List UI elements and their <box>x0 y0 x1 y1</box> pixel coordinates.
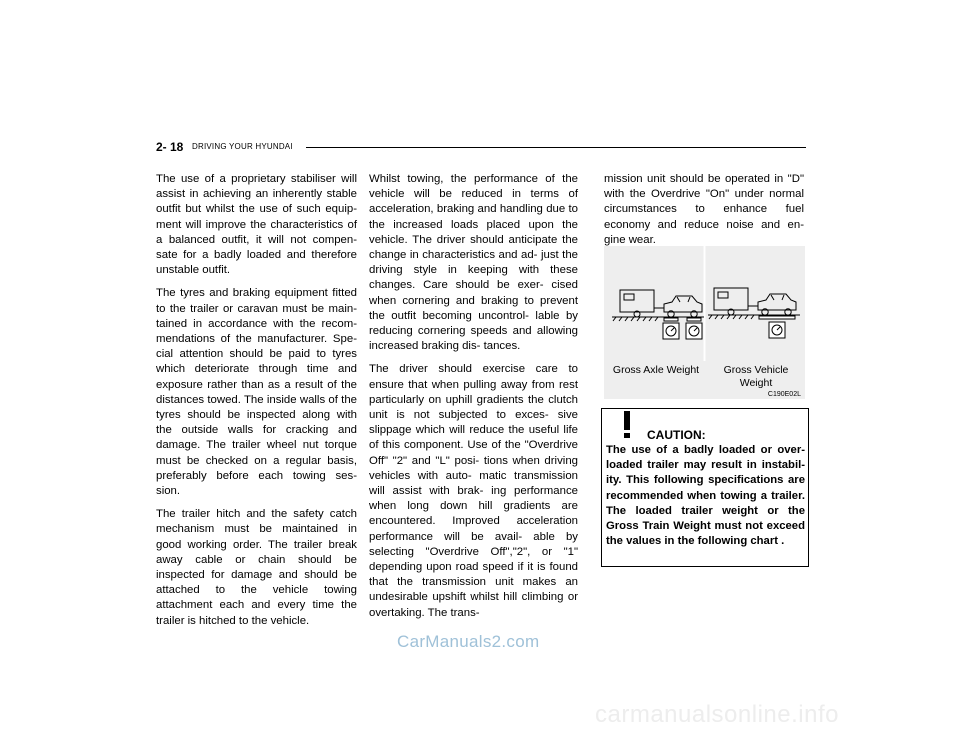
caution-box <box>601 408 809 567</box>
page-header <box>156 140 806 156</box>
gross-axle-weight-label: Gross Axle Weight <box>612 364 700 376</box>
right-car-drawing <box>758 294 796 315</box>
towing-illustration <box>604 246 805 361</box>
header-rule <box>306 147 806 148</box>
figure-code: C190E02L <box>767 391 801 398</box>
text-column-1 <box>156 172 357 637</box>
watermark-top: CarManuals2.com <box>397 632 540 651</box>
paragraph: Whilst towing, the performance of the vehicle will be reduced in terms of acceleration, braking and handling due to the increased loads placed upon the vehicle. The driver should anticipate the change in characteristics and ad- just the driving style in keeping with these changes. Care should be exer- cised when cornering and braking to prevent the outfit becoming uncontrol- lable by reducing cornering speeds and allowing increased braking dis- tances. <box>369 173 578 353</box>
gross-vehicle-weight-label: Gross Vehicle Weight <box>723 364 789 389</box>
axle-scale-icon <box>663 318 702 339</box>
watermark-bottom: carmanualsonline.info <box>595 701 839 728</box>
text-column-2 <box>369 172 578 629</box>
left-trailer-drawing <box>620 290 664 317</box>
towing-weight-figure <box>604 246 805 399</box>
paragraph: The driver should exercise care to ensure that when pulling away from rest particularly on uphill gradients the clutch unit is not subjected to exces- sive slippage which will reduce the useful life of this component. Use of the "Overdrive Off" "2" and "L" posi- tions when driving vehicles with auto- matic transmission will assist with brak- ing performance when long down hill gradients are encountered. Improved acceleration performance will be avail- able by selecting "Overdrive Off","2", or "1" depending upon road speed if it is found that the transmission unit makes an undesirable upshift whilst hill climbing or overtaking. The trans- <box>369 363 578 619</box>
caution-title: CAUTION: <box>647 428 706 442</box>
right-trailer-drawing <box>714 288 758 315</box>
paragraph: The trailer hitch and the safety catch mechanism must be maintained in good working order. The trailer break away cable or chain should be inspected for damage and should be attached to the vehicle towing attachment each and every time the trailer is hitched to the vehicle. <box>156 508 357 627</box>
paragraph: The tyres and braking equipment fitted to the trailer or caravan must be main- tained in accordance with the recom- mendations of the manufacturer. Spe- cial attention should be paid to tyres which deteriorate through time and exposure rather than as a result of the distances towed. The inside walls of the tyres should be inspected along with the outside walls for cracking and damage. The trailer wheel nut torque must be checked on a regular basis, preferably before each towing ses- sion. <box>156 287 357 498</box>
left-car-drawing <box>664 296 702 317</box>
vehicle-scale-icon <box>759 316 795 338</box>
exclamation-icon <box>614 409 640 439</box>
paragraph: mission unit should be operated in "D" with the Overdrive "On" under normal circumstances to enhance fuel economy and reduce noise and en- gine wear. <box>604 173 804 246</box>
page-number: 2- 18 <box>156 140 184 154</box>
caution-text: The use of a badly loaded or over- loaded trailer may result in instabil- ity. This following specifications are recommended when towing a trailer. The loaded trailer weight or the Gross Train Weight must not exceed the values in the following chart . <box>606 444 805 548</box>
text-column-3 <box>604 172 804 256</box>
section-title: DRIVING YOUR HYUNDAI <box>192 142 293 151</box>
paragraph: The use of a proprietary stabiliser will assist in achieving an inherently stable outfit but whilst the use of such equip- ment will improve the characteristics of a balanced outfit, it will not compen- sate for a badly loaded and therefore unstable outfit. <box>156 173 357 277</box>
